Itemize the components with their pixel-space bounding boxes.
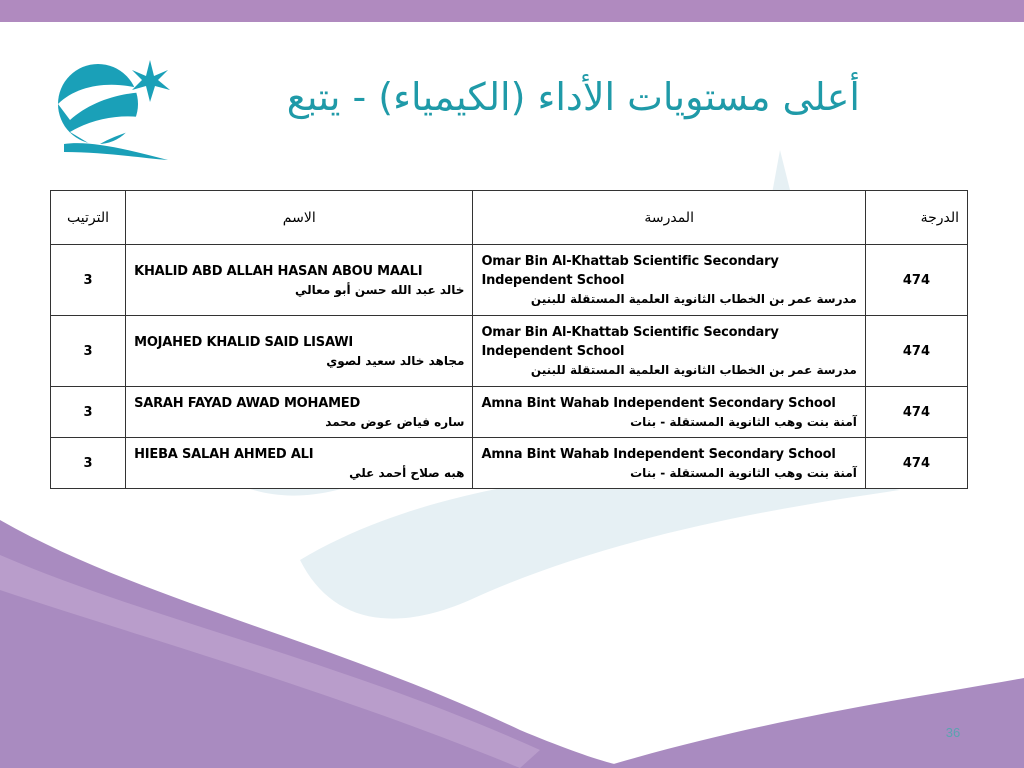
header-rank: الترتيب xyxy=(51,191,126,245)
table-row xyxy=(51,387,968,438)
table-row xyxy=(51,438,968,489)
header-name: الاسم xyxy=(126,191,473,245)
name-cell xyxy=(126,245,473,316)
rank-cell: 3 xyxy=(51,387,126,438)
table-row xyxy=(51,316,968,387)
name-cell xyxy=(126,316,473,387)
school-arabic: مدرسة عمر بن الخطاب الثانوية العلمية المستقلة للبنين xyxy=(530,292,857,306)
page-number: 36 xyxy=(945,725,961,740)
school-arabic: مدرسة عمر بن الخطاب الثانوية العلمية المستقلة للبنين xyxy=(530,363,857,377)
rank-cell: 3 xyxy=(51,438,126,489)
slide-title: أعلى مستويات الأداء (الكيمياء) - يتبع xyxy=(286,75,860,119)
name-english: MOJAHED KHALID SAID LISAWI xyxy=(134,334,354,350)
name-arabic: خالد عبد الله حسن أبو معالي xyxy=(294,282,465,297)
school-cell xyxy=(473,245,865,316)
school-cell xyxy=(473,316,865,387)
results-table xyxy=(50,190,968,489)
name-cell xyxy=(126,438,473,489)
school-cell xyxy=(473,438,865,489)
swirl-star-logo-icon xyxy=(50,52,180,162)
name-arabic: ساره فياض عوض محمد xyxy=(325,414,465,429)
school-english: Amna Bint Wahab Independent Secondary School xyxy=(481,395,836,411)
table-header-row xyxy=(51,191,968,245)
header-school: المدرسة xyxy=(473,191,865,245)
name-arabic: مجاهد خالد سعيد لصوي xyxy=(326,353,465,368)
name-english: HIEBA SALAH AHMED ALI xyxy=(134,446,314,462)
rank-cell: 3 xyxy=(51,316,126,387)
score-cell: 474 xyxy=(865,438,967,489)
bottom-wave-right xyxy=(600,678,1024,768)
school-english: Omar Bin Al-Khattab Scientific Secondary Independent School xyxy=(481,254,779,288)
score-cell: 474 xyxy=(865,387,967,438)
name-english: SARAH FAYAD AWAD MOHAMED xyxy=(134,395,361,411)
school-arabic: آمنة بنت وهب الثانوية المستقلة - بنات xyxy=(630,414,857,429)
score-cell: 474 xyxy=(865,316,967,387)
name-arabic: هبه صلاح أحمد علي xyxy=(349,465,465,480)
rank-cell: 3 xyxy=(51,245,126,316)
school-english: Omar Bin Al-Khattab Scientific Secondary Independent School xyxy=(481,325,779,359)
score-cell: 474 xyxy=(865,245,967,316)
school-english: Amna Bint Wahab Independent Secondary School xyxy=(481,446,836,462)
name-cell xyxy=(126,387,473,438)
name-english: KHALID ABD ALLAH HASAN ABOU MAALI xyxy=(134,263,423,279)
school-arabic: آمنة بنت وهب الثانوية المستقلة - بنات xyxy=(630,465,857,480)
table-row xyxy=(51,245,968,316)
header-score: الدرجة xyxy=(865,191,967,245)
school-cell xyxy=(473,387,865,438)
